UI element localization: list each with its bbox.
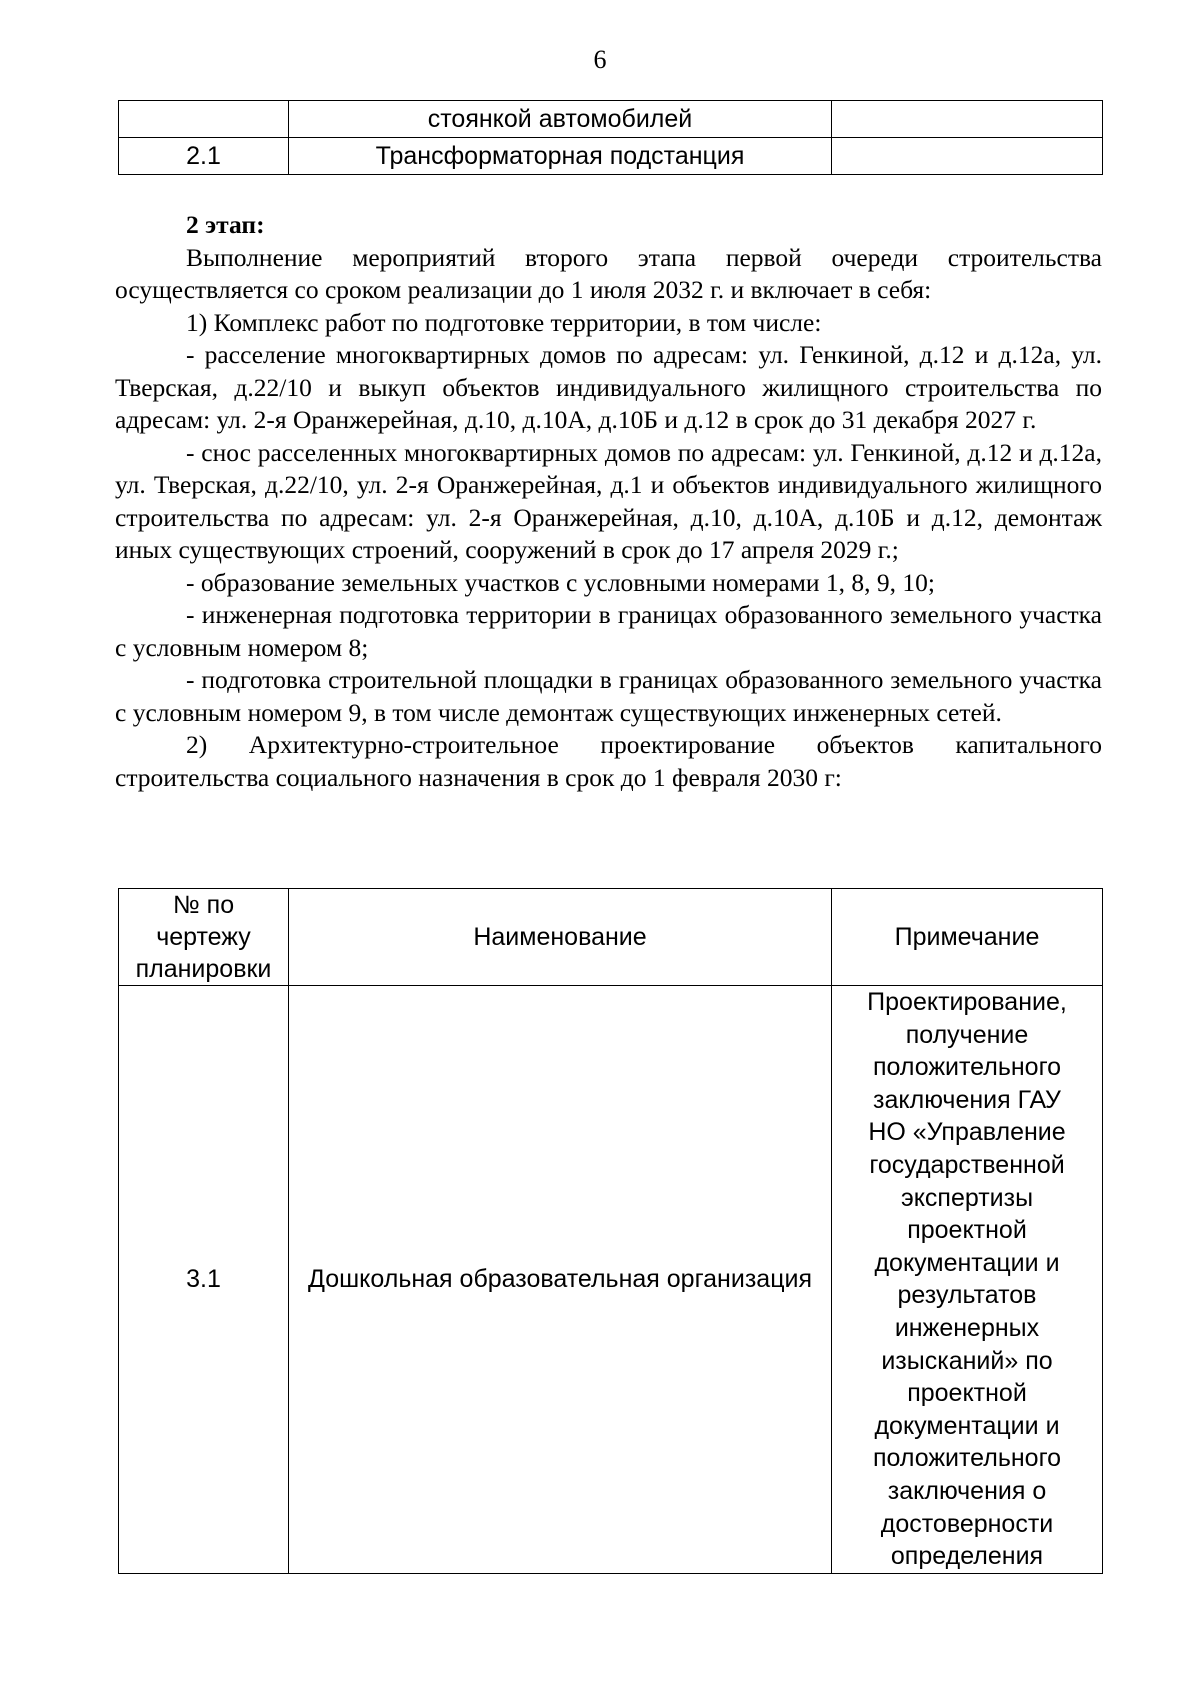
page-number: 6 [593, 45, 607, 74]
table-row [119, 101, 1103, 138]
note-line: Проектирование, [867, 988, 1067, 1016]
table-row [119, 986, 1103, 1574]
note-line: НО «Управление [868, 1118, 1066, 1147]
cell-note [832, 101, 1103, 138]
cell-number: 2.1 [119, 138, 289, 175]
note-line: проектной [907, 1379, 1027, 1408]
note-line: государственной [869, 1150, 1065, 1179]
note-line: заключения о [887, 1476, 1047, 1505]
header-number: № по чертежу планировки [119, 889, 289, 986]
cell-number: 3.1 [119, 986, 289, 1574]
note-line: получение [905, 1020, 1029, 1049]
note-line: заключения ГАУ [873, 1085, 1061, 1114]
stage-section [115, 209, 1102, 794]
design-objects-table [118, 888, 1103, 1574]
paragraph-item-2: 2) Архитектурно-строительное проектирование объектов капитального строительства социального назначения в срок до 1 февраля 2030 г: [115, 730, 1102, 792]
note-line: положительного [872, 1444, 1062, 1473]
header-note: Примечание [832, 889, 1103, 986]
paragraph-intro: Выполнение мероприятий второго этапа первой очереди строительства осуществляется со сроком реализации до 1 июля 2032 г. и включает в себя: [115, 242, 1102, 304]
note-line: проектной [907, 1216, 1027, 1245]
note-line: документации и [874, 1411, 1060, 1440]
header-name: Наименование [289, 889, 832, 986]
paragraph-item-1: 1) Комплекс работ по подготовке территории, в том числе: [186, 307, 822, 337]
cell-name: Трансформаторная подстанция [289, 138, 832, 175]
note-line: результатов [897, 1281, 1037, 1310]
cell-number [119, 101, 289, 138]
top-table-continuation [118, 100, 1103, 175]
table-header-row [119, 889, 1103, 986]
paragraph-land-plots: - образование земельных участков с условными номерами 1, 8, 9, 10; [186, 567, 935, 597]
paragraph-demolition: - снос расселенных многоквартирных домов по адресам: ул. Генкиной, д.12 и д.12а, ул. Тверская, д.22/10, ул. 2-я Оранжерейная, д.1 и объектов индивидуального жилищного строительства по адресам: ул. 2-я Оранжерейная, д.10, д.10А, д.10Б и д.12, демонтаж иных существующих строений, сооружений в срок до 17 апреля 2029 г.; [115, 437, 1102, 564]
note-line: экспертизы [900, 1183, 1034, 1212]
note-line: определения [890, 1542, 1044, 1571]
paragraph-engineering-prep: - инженерная подготовка территории в границах образованного земельного участка с условным номером 8; [115, 600, 1102, 662]
note-line: изысканий» по [881, 1346, 1053, 1375]
cell-note [832, 138, 1103, 175]
paragraph-site-prep: - подготовка строительной площадки в границах образованного земельного участка с условным номером 9, в том числе демонтаж существующих инженерных сетей. [115, 665, 1102, 727]
note-line: достоверности [880, 1509, 1054, 1538]
note-line: положительного [872, 1053, 1062, 1082]
cell-name: стоянкой автомобилей [289, 101, 832, 138]
note-line: инженерных [894, 1313, 1040, 1342]
note-line: документации и [874, 1248, 1060, 1277]
paragraph-resettlement: - расселение многоквартирных домов по адресам: ул. Генкиной, д.12 и д.12а, ул. Тверская, д.22/10 и выкуп объектов индивидуального жилищного строительства по адресам: ул. 2-я Оранжерейная, д.10, д.10А, д.10Б и д.12 в срок до 31 декабря 2027 г. [115, 340, 1102, 434]
cell-name: Дошкольная образовательная организация [289, 986, 832, 1574]
cell-note [832, 986, 1103, 1574]
stage-heading: 2 этап: [186, 210, 265, 239]
table-row [119, 138, 1103, 175]
